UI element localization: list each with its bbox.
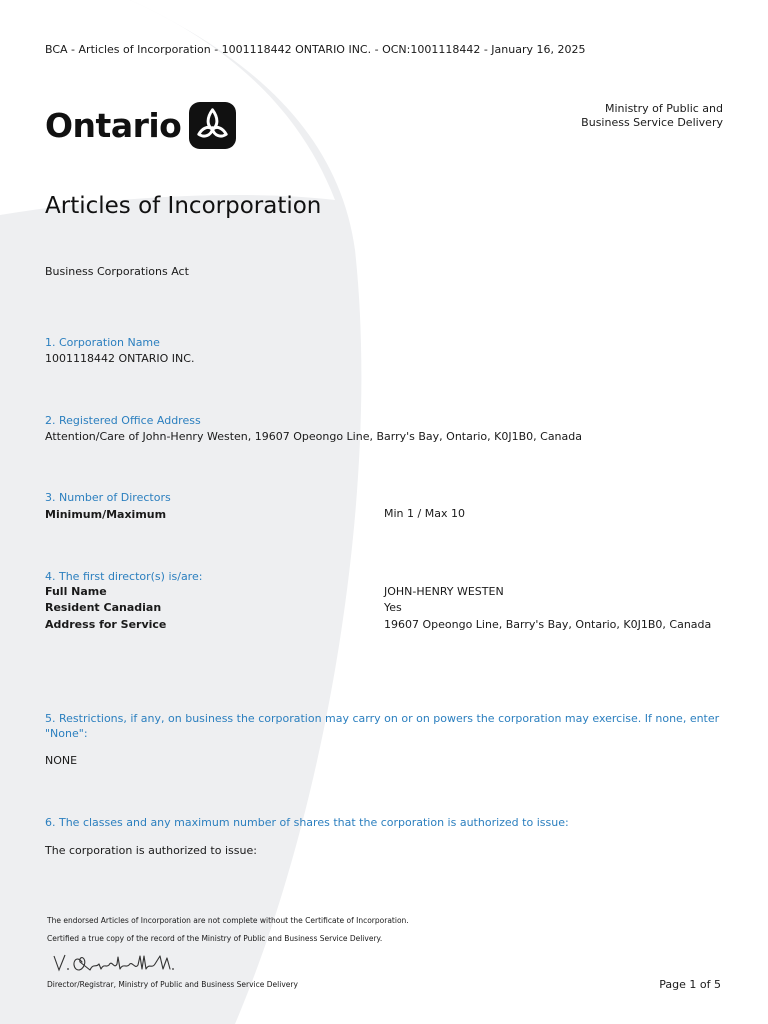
trillium-icon [189, 102, 236, 149]
ontario-logo [45, 102, 236, 149]
footer-note-certified: Certified a true copy of the record of the Ministry of Public and Business Service Delivery. [47, 934, 383, 943]
restrictions-value: NONE [45, 754, 78, 767]
footer-note-certificate: The endorsed Articles of Incorporation are not complete without the Certificate of Incorporation. [47, 916, 409, 925]
corporation-name-value: 1001118442 ONTARIO INC. [45, 352, 195, 365]
restrictions-heading: 5. Restrictions, if any, on business the corporation may carry on or on powers the corporation may exercise. If none, enter "None": [45, 712, 720, 740]
resident-canadian-value: Yes [384, 601, 402, 614]
ministry-line-2: Business Service Delivery [581, 116, 723, 129]
ministry-name [581, 102, 723, 130]
min-max-label: Minimum/Maximum [45, 508, 167, 521]
address-for-service-value: 19607 Opeongo Line, Barry's Bay, Ontario, K0J1B0, Canada [384, 618, 712, 631]
registered-office-value: Attention/Care of John-Henry Westen, 19607 Opeongo Line, Barry's Bay, Ontario, K0J1B0, Canada [45, 430, 582, 443]
min-max-value: Min 1 / Max 10 [384, 507, 465, 520]
full-name-label: Full Name [45, 585, 107, 598]
address-for-service-label: Address for Service [45, 618, 167, 631]
first-directors-heading: 4. The first director(s) is/are: [45, 570, 203, 583]
registrar-title: Director/Registrar, Ministry of Public and Business Service Delivery [47, 980, 298, 989]
act-name: Business Corporations Act [45, 265, 189, 278]
registered-office-heading: 2. Registered Office Address [45, 414, 201, 427]
share-classes-heading: 6. The classes and any maximum number of shares that the corporation is authorized to issue: [45, 816, 569, 829]
corporation-name-heading: 1. Corporation Name [45, 336, 160, 349]
share-classes-value: The corporation is authorized to issue: [45, 844, 257, 857]
ministry-line-1: Ministry of Public and [605, 102, 723, 115]
registrar-signature [52, 950, 182, 976]
ontario-wordmark: Ontario [45, 106, 182, 145]
document-header-line: BCA - Articles of Incorporation - 1001118442 ONTARIO INC. - OCN:1001118442 - January 16, 2025 [45, 43, 586, 56]
page-title: Articles of Incorporation [45, 193, 322, 219]
number-of-directors-heading: 3. Number of Directors [45, 491, 171, 504]
full-name-value: JOHN-HENRY WESTEN [384, 585, 504, 598]
resident-canadian-label: Resident Canadian [45, 601, 162, 614]
page-number: Page 1 of 5 [659, 978, 721, 991]
